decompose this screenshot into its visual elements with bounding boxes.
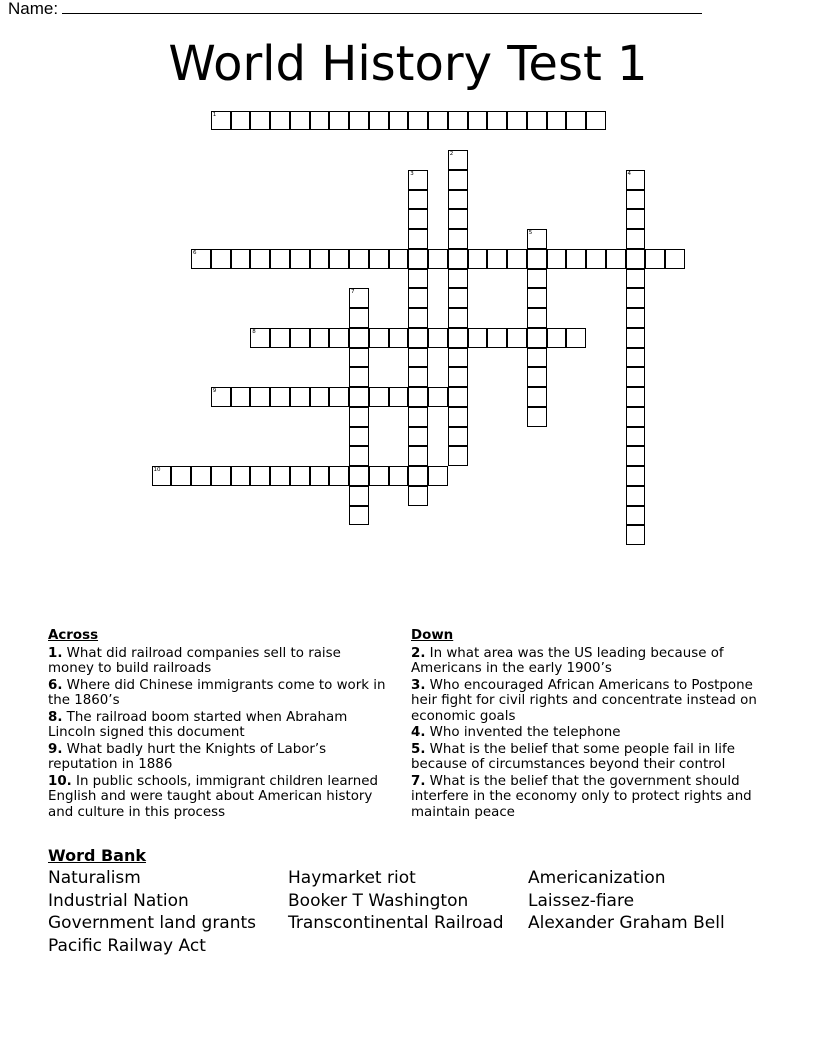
crossword-cell[interactable] xyxy=(408,229,428,249)
clue-number: 6. xyxy=(48,677,63,693)
clue-text: What badly hurt the Knights of Labor’s reputation in 1886 xyxy=(48,741,327,772)
crossword-cell[interactable] xyxy=(626,446,646,466)
word-bank xyxy=(48,845,788,957)
crossword-cell[interactable] xyxy=(369,387,389,407)
crossword-cell[interactable] xyxy=(566,111,586,131)
crossword-cell[interactable] xyxy=(626,249,646,269)
crossword-cell[interactable] xyxy=(171,466,191,486)
clue-number: 6 xyxy=(193,249,197,256)
clue-number: 2. xyxy=(411,645,426,661)
crossword-cell[interactable] xyxy=(329,387,349,407)
crossword-cell[interactable] xyxy=(626,288,646,308)
crossword-cell[interactable] xyxy=(626,170,646,190)
crossword-cell[interactable] xyxy=(527,249,547,269)
crossword-cell[interactable] xyxy=(408,308,428,328)
clue-text: What is the belief that the government should interfere in the economy only to protect rights and maintain peace xyxy=(411,773,752,820)
name-label: Name: xyxy=(8,0,59,18)
crossword-cell[interactable] xyxy=(468,328,488,348)
crossword-cell[interactable] xyxy=(408,367,428,387)
clue-down xyxy=(411,678,781,725)
crossword-cell[interactable] xyxy=(586,249,606,269)
crossword-cell[interactable] xyxy=(487,249,507,269)
crossword-cell[interactable] xyxy=(369,111,389,131)
crossword-cell[interactable] xyxy=(547,328,567,348)
across-heading: Across xyxy=(48,628,99,643)
word-bank-title: Word Bank xyxy=(48,846,147,865)
crossword-cell[interactable] xyxy=(468,249,488,269)
crossword-cell[interactable] xyxy=(626,269,646,289)
clue-number: 1. xyxy=(48,645,63,661)
crossword-cell[interactable] xyxy=(250,387,270,407)
crossword-cell[interactable] xyxy=(329,328,349,348)
crossword-cell[interactable] xyxy=(349,466,369,486)
crossword-cell[interactable] xyxy=(290,387,310,407)
crossword-cell[interactable] xyxy=(448,269,468,289)
clue-across xyxy=(48,710,388,741)
word-bank-item: Transcontinental Railroad xyxy=(288,913,504,934)
clue-across xyxy=(48,646,388,677)
crossword-cell[interactable] xyxy=(626,387,646,407)
word-bank-item: Naturalism xyxy=(48,868,141,888)
clue-text: In what area was the US leading because of Americans in the early 1900’s xyxy=(411,645,724,676)
clue-number: 10. xyxy=(48,773,72,789)
clue-number: 1 xyxy=(212,111,217,118)
clue-across xyxy=(48,774,388,821)
crossword-cell[interactable] xyxy=(408,387,428,407)
crossword-cell[interactable] xyxy=(349,506,369,526)
crossword-cell[interactable] xyxy=(250,249,270,269)
crossword-cell[interactable] xyxy=(448,190,468,210)
crossword-cell[interactable] xyxy=(369,328,389,348)
crossword-cell[interactable] xyxy=(448,387,468,407)
crossword-cell[interactable] xyxy=(408,446,428,466)
crossword-cell[interactable] xyxy=(270,328,290,348)
crossword-cell[interactable] xyxy=(369,466,389,486)
clue-number: 5 xyxy=(528,230,533,236)
crossword-cell[interactable] xyxy=(428,466,448,486)
down-clue-list xyxy=(411,646,781,821)
crossword-cell[interactable] xyxy=(349,446,369,466)
crossword-cell[interactable] xyxy=(428,249,448,269)
down-heading: Down xyxy=(411,628,454,643)
crossword-cell[interactable] xyxy=(547,111,567,131)
crossword-cell[interactable] xyxy=(626,506,646,526)
crossword-cell[interactable] xyxy=(448,249,468,269)
word-bank-item: Booker T Washington xyxy=(288,890,469,911)
crossword-cell[interactable] xyxy=(566,249,586,269)
crossword-cell[interactable] xyxy=(310,249,330,269)
crossword-cell[interactable] xyxy=(448,348,468,368)
crossword-cell[interactable] xyxy=(191,249,211,269)
crossword-cell[interactable] xyxy=(349,249,369,269)
crossword-cell[interactable] xyxy=(527,111,547,131)
crossword-cell[interactable] xyxy=(250,328,270,348)
clue-text: In public schools, immigrant children learned English and were taught about American history and culture in this process xyxy=(48,773,379,820)
crossword-cell[interactable] xyxy=(448,308,468,328)
crossword-cell[interactable] xyxy=(310,387,330,407)
crossword-cell[interactable] xyxy=(389,328,409,348)
crossword-cell[interactable] xyxy=(626,190,646,210)
crossword-cell[interactable] xyxy=(448,367,468,387)
crossword-cell[interactable] xyxy=(626,209,646,229)
crossword-cell[interactable] xyxy=(270,466,290,486)
crossword-cell[interactable] xyxy=(408,466,428,486)
crossword-cell[interactable] xyxy=(408,190,428,210)
crossword-cell[interactable] xyxy=(349,387,369,407)
word-bank-item: Laissez-fiare xyxy=(528,890,635,911)
crossword-cell[interactable] xyxy=(626,367,646,387)
crossword-cell[interactable] xyxy=(250,466,270,486)
clue-text: What is the belief that some people fail in life because of circumstances beyond their control xyxy=(411,741,735,772)
crossword-cell[interactable] xyxy=(527,269,547,289)
across-clues xyxy=(48,628,388,821)
crossword-cell[interactable] xyxy=(428,387,448,407)
crossword-cell[interactable] xyxy=(329,111,349,131)
crossword-cell[interactable] xyxy=(487,328,507,348)
crossword-cell[interactable] xyxy=(329,249,349,269)
clue-number: 3 xyxy=(410,170,414,177)
crossword-cell[interactable] xyxy=(250,111,270,131)
crossword-cell[interactable] xyxy=(626,348,646,368)
crossword-cell[interactable] xyxy=(408,328,428,348)
crossword-cell[interactable] xyxy=(408,407,428,427)
crossword-cell[interactable] xyxy=(211,387,231,407)
crossword-cell[interactable] xyxy=(349,427,369,447)
crossword-cell[interactable] xyxy=(448,229,468,249)
crossword-cell[interactable] xyxy=(191,466,211,486)
clue-text: What did railroad companies sell to raise money to build railroads xyxy=(48,645,341,676)
crossword-cell[interactable] xyxy=(211,466,231,486)
crossword-cell[interactable] xyxy=(507,249,527,269)
clue-number: 8 xyxy=(252,328,256,335)
crossword-cell[interactable] xyxy=(349,328,369,348)
crossword-cell[interactable] xyxy=(270,387,290,407)
clue-number: 2 xyxy=(449,151,454,157)
crossword-cell[interactable] xyxy=(645,249,665,269)
crossword-cell[interactable] xyxy=(566,328,586,348)
clue-number: 8. xyxy=(48,709,63,725)
crossword-cell[interactable] xyxy=(547,249,567,269)
crossword-cell[interactable] xyxy=(389,387,409,407)
crossword-cell[interactable] xyxy=(290,111,310,131)
crossword-cell[interactable] xyxy=(408,170,428,190)
crossword-cell[interactable] xyxy=(349,288,369,308)
crossword-cell[interactable] xyxy=(349,348,369,368)
crossword-cell[interactable] xyxy=(586,111,606,131)
crossword-cell[interactable] xyxy=(448,209,468,229)
crossword-cell[interactable] xyxy=(408,348,428,368)
crossword-cell[interactable] xyxy=(211,111,231,131)
crossword-cell[interactable] xyxy=(448,170,468,190)
crossword-cell[interactable] xyxy=(448,328,468,348)
crossword-cell[interactable] xyxy=(369,249,389,269)
clue-number: 4 xyxy=(627,170,631,177)
crossword-cell[interactable] xyxy=(270,111,290,131)
crossword-cell[interactable] xyxy=(349,111,369,131)
crossword-cell[interactable] xyxy=(626,427,646,447)
crossword-cell[interactable] xyxy=(527,367,547,387)
crossword-cell[interactable] xyxy=(468,111,488,131)
clue-number: 10 xyxy=(153,467,161,473)
crossword-cell[interactable] xyxy=(290,249,310,269)
clue-text: Where did Chinese immigrants come to work in the 1860’s xyxy=(48,677,386,708)
clue-down xyxy=(411,774,781,821)
crossword-cell[interactable] xyxy=(231,111,251,131)
crossword-cell[interactable] xyxy=(527,229,547,249)
crossword-cell[interactable] xyxy=(211,249,231,269)
crossword-cell[interactable] xyxy=(428,111,448,131)
clue-down xyxy=(411,742,781,773)
crossword-cell[interactable] xyxy=(527,288,547,308)
crossword-cell[interactable] xyxy=(389,466,409,486)
crossword-cell[interactable] xyxy=(626,486,646,506)
clue-text: The railroad boom started when Abraham Lincoln signed this document xyxy=(48,709,348,740)
crossword-cell[interactable] xyxy=(428,328,448,348)
crossword-cell[interactable] xyxy=(231,387,251,407)
clue-across xyxy=(48,678,388,709)
crossword-cell[interactable] xyxy=(349,308,369,328)
word-bank-list xyxy=(48,867,788,957)
crossword-cell[interactable] xyxy=(527,308,547,328)
clue-across xyxy=(48,742,388,773)
clue-down xyxy=(411,646,781,677)
word-bank-item: Pacific Railway Act xyxy=(48,935,206,956)
crossword-cell[interactable] xyxy=(626,308,646,328)
crossword-cell[interactable] xyxy=(389,111,409,131)
clue-text: Who encouraged African Americans to Postpone heir fight for civil rights and concentrate instead on economic goals xyxy=(411,677,757,724)
crossword-cell[interactable] xyxy=(626,466,646,486)
crossword-cell[interactable] xyxy=(408,427,428,447)
clue-text: Who invented the telephone xyxy=(425,725,621,740)
crossword-cell[interactable] xyxy=(408,269,428,289)
down-clues xyxy=(411,628,781,821)
clue-down xyxy=(411,725,781,741)
crossword-cell[interactable] xyxy=(408,288,428,308)
crossword-cell[interactable] xyxy=(231,466,251,486)
clue-number: 5. xyxy=(411,741,426,757)
crossword-cell[interactable] xyxy=(507,111,527,131)
crossword-cell[interactable] xyxy=(310,328,330,348)
clue-number: 4. xyxy=(411,725,426,740)
crossword-cell[interactable] xyxy=(152,466,172,486)
crossword-cell[interactable] xyxy=(665,249,685,269)
crossword-cell[interactable] xyxy=(507,328,527,348)
word-bank-item: Government land grants xyxy=(48,913,257,934)
clue-number: 7 xyxy=(351,289,355,296)
crossword-cell[interactable] xyxy=(310,111,330,131)
page-title: World History Test 1 xyxy=(168,36,648,92)
crossword-cell[interactable] xyxy=(448,446,468,466)
crossword-cell[interactable] xyxy=(448,427,468,447)
word-bank-item: Alexander Graham Bell xyxy=(528,913,725,934)
word-bank-item: Americanization xyxy=(528,868,666,888)
crossword-cell[interactable] xyxy=(448,111,468,131)
crossword-cell[interactable] xyxy=(290,328,310,348)
crossword-cell[interactable] xyxy=(408,111,428,131)
clue-number: 9 xyxy=(212,388,217,394)
crossword-cell[interactable] xyxy=(626,229,646,249)
crossword-cell[interactable] xyxy=(349,367,369,387)
crossword-cell[interactable] xyxy=(329,466,349,486)
crossword-cell[interactable] xyxy=(527,407,547,427)
crossword-cell[interactable] xyxy=(626,328,646,348)
word-bank-item: Industrial Nation xyxy=(48,890,189,911)
crossword-cell[interactable] xyxy=(606,249,626,269)
crossword-cell[interactable] xyxy=(349,486,369,506)
crossword-cell[interactable] xyxy=(408,486,428,506)
crossword-cell[interactable] xyxy=(448,407,468,427)
crossword-cell[interactable] xyxy=(527,387,547,407)
crossword-cell[interactable] xyxy=(389,249,409,269)
crossword-cell[interactable] xyxy=(310,466,330,486)
across-clue-list xyxy=(48,646,388,821)
crossword-cell[interactable] xyxy=(448,150,468,170)
crossword-cell[interactable] xyxy=(448,288,468,308)
crossword-cell[interactable] xyxy=(527,348,547,368)
clue-number: 9. xyxy=(48,741,63,757)
crossword-cell[interactable] xyxy=(626,407,646,427)
crossword-cell[interactable] xyxy=(231,249,251,269)
crossword-cell[interactable] xyxy=(270,249,290,269)
crossword-cell[interactable] xyxy=(408,249,428,269)
crossword-cell[interactable] xyxy=(408,209,428,229)
clue-number: 3. xyxy=(411,677,426,693)
clue-number: 7. xyxy=(411,773,426,789)
crossword-cell[interactable] xyxy=(626,525,646,545)
word-bank-item: Haymarket riot xyxy=(288,868,416,888)
crossword-cell[interactable] xyxy=(527,328,547,348)
crossword-cell[interactable] xyxy=(487,111,507,131)
crossword-cell[interactable] xyxy=(290,466,310,486)
crossword-cell[interactable] xyxy=(349,407,369,427)
